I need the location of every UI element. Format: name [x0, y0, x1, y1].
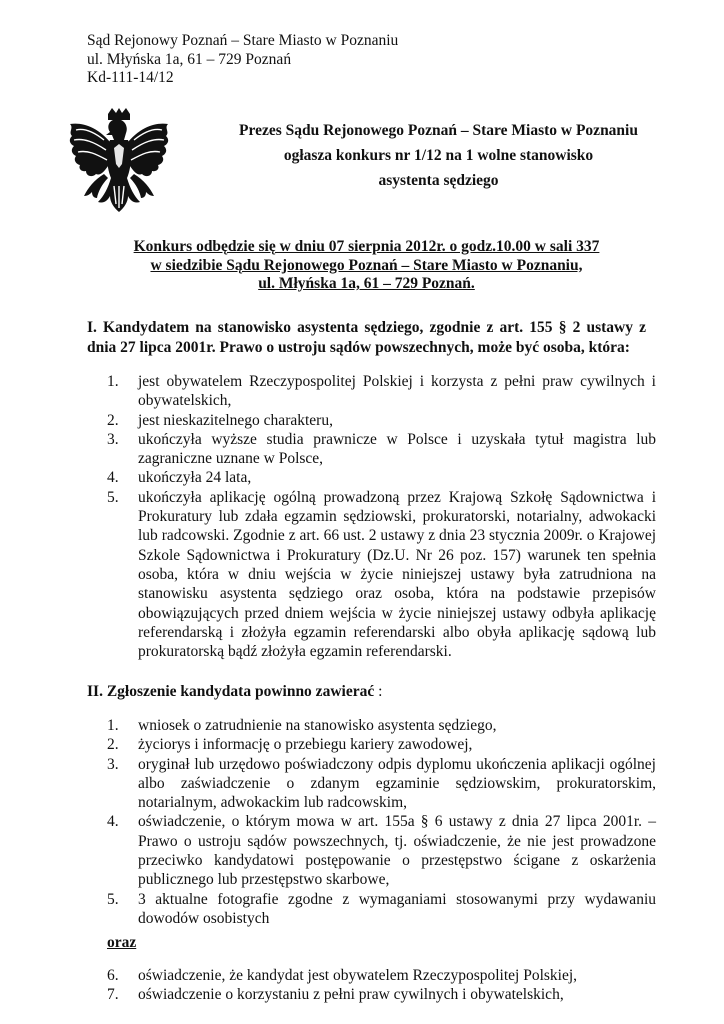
- list-item: 2. jest nieskazitelnego charakteru,: [107, 411, 333, 429]
- list-item: 2. życiorys i informację o przebiegu kariery zawodowej,: [107, 736, 473, 754]
- section-2-heading: II. Zgłoszenie kandydata powinno zawierać :: [87, 683, 383, 700]
- contest-info-line-2: w siedzibie Sądu Rejonowego Poznań – Stare Miasto w Poznaniu,: [150, 256, 583, 274]
- contest-info-line-1: Konkurs odbędzie się w dniu 07 sierpnia 2012r. o godz.10.00 w sali 337: [133, 238, 600, 255]
- list-item: 6. oświadczenie, że kandydat jest obywatelem Rzeczypospolitej Polskiej,: [107, 967, 578, 984]
- reference-number: Kd-111-14/12: [87, 69, 174, 86]
- court-address: ul. Młyńska 1a, 61 – 729 Poznań: [87, 50, 292, 68]
- announcement-title: [190, 118, 687, 193]
- court-name: Sąd Rejonowy Poznań – Stare Miasto w Poznaniu: [87, 32, 399, 49]
- oraz-label: oraz: [107, 934, 137, 951]
- list-item: 5. ukończyła aplikację ogólną prowadzoną przez Krajową Szkołę Sądownictwa i Prokuratury lub zdała egzamin sędziowski, prokuratorski, notarialny, adwokacki lub radcowski. Zgodnie z art. 66 ust. 2 ustawy z dnia 23 stycznia 2009r. o Krajowej Szkole Sądownictwa i Prokuratury (Dz.U. Nr 26 poz. 157) warunek ten spełnia osoba, która w dniu wejścia w życie niniejszej ustawy była zatrudniona na stanowisku asystenta sędziego oraz osoba, która na podstawie przepisów obowiązujących przed dniem wejścia w życie niniejszej ustawy odbyła aplikację referendarską i złożyła egzamin referendarski albo obyła aplikację sądową lub prokuratorską bądź złożyła egzamin referendarski.: [107, 488, 656, 661]
- polish-eagle-emblem-icon: [64, 108, 174, 218]
- list-item: 3. oryginał lub urzędowo poświadczony odpis dyplomu ukończenia aplikacji ogólnej albo zaświadczenie o zdanym egzaminie sędziowskim, prokuratorskim, notarialnym, adwokackim lub radcowskim,: [107, 755, 656, 812]
- list-item: 4. oświadczenie, o którym mowa w art. 155a § 6 ustawy z dnia 27 lipca 2001r. – Prawo o ustroju sądów powszechnych, tj. oświadczenie, że nie jest prowadzone przeciwko kandydatowi postępowanie o przestępstwo ścigane z oskarżenia publicznego lub przestępstwo skarbowe,: [107, 813, 656, 889]
- document-header: [87, 32, 398, 88]
- section-1-heading: I. Kandydatem na stanowisko asystenta sędziego, zgodnie z art. 155 § 2 ustawy z dnia 27 lipca 2001r. Prawo o ustroju sądów powszechnych, może być osoba, która:: [87, 319, 646, 356]
- list-item: 7. oświadczenie o korzystaniu z pełni praw cywilnych i obywatelskich,: [107, 986, 564, 1004]
- list-item: 4. ukończyła 24 lata,: [107, 469, 252, 487]
- section-2-list: [107, 716, 656, 928]
- announcement-line-2: ogłasza konkurs nr 1/12 na 1 wolne stanowisko: [283, 147, 594, 164]
- list-item: 5. 3 aktualne fotografie zgodne z wymaganiami stosowanymi przy wydawaniu dowodów osobistych: [107, 890, 656, 927]
- announcement-line-1: Prezes Sądu Rejonowego Poznań – Stare Miasto w Poznaniu: [239, 122, 638, 139]
- list-item: 1. wniosek o zatrudnienie na stanowisko asystenta sędziego,: [107, 717, 497, 734]
- contest-info-line-3: ul. Młyńska 1a, 61 – 729 Poznań.: [258, 275, 475, 292]
- list-item: 3. ukończyła wyższe studia prawnicze w Polsce i uzyskała tytuł magistra lub zagraniczne uznane w Polsce,: [107, 430, 656, 468]
- section-2-extra-list: [107, 966, 656, 1005]
- list-item: 1. jest obywatelem Rzeczypospolitej Polskiej i korzysta z pełni praw cywilnych i obywatelskich,: [107, 373, 656, 410]
- contest-info: [87, 238, 646, 294]
- announcement-line-3: asystenta sędziego: [378, 172, 499, 189]
- section-1-list: [107, 372, 656, 661]
